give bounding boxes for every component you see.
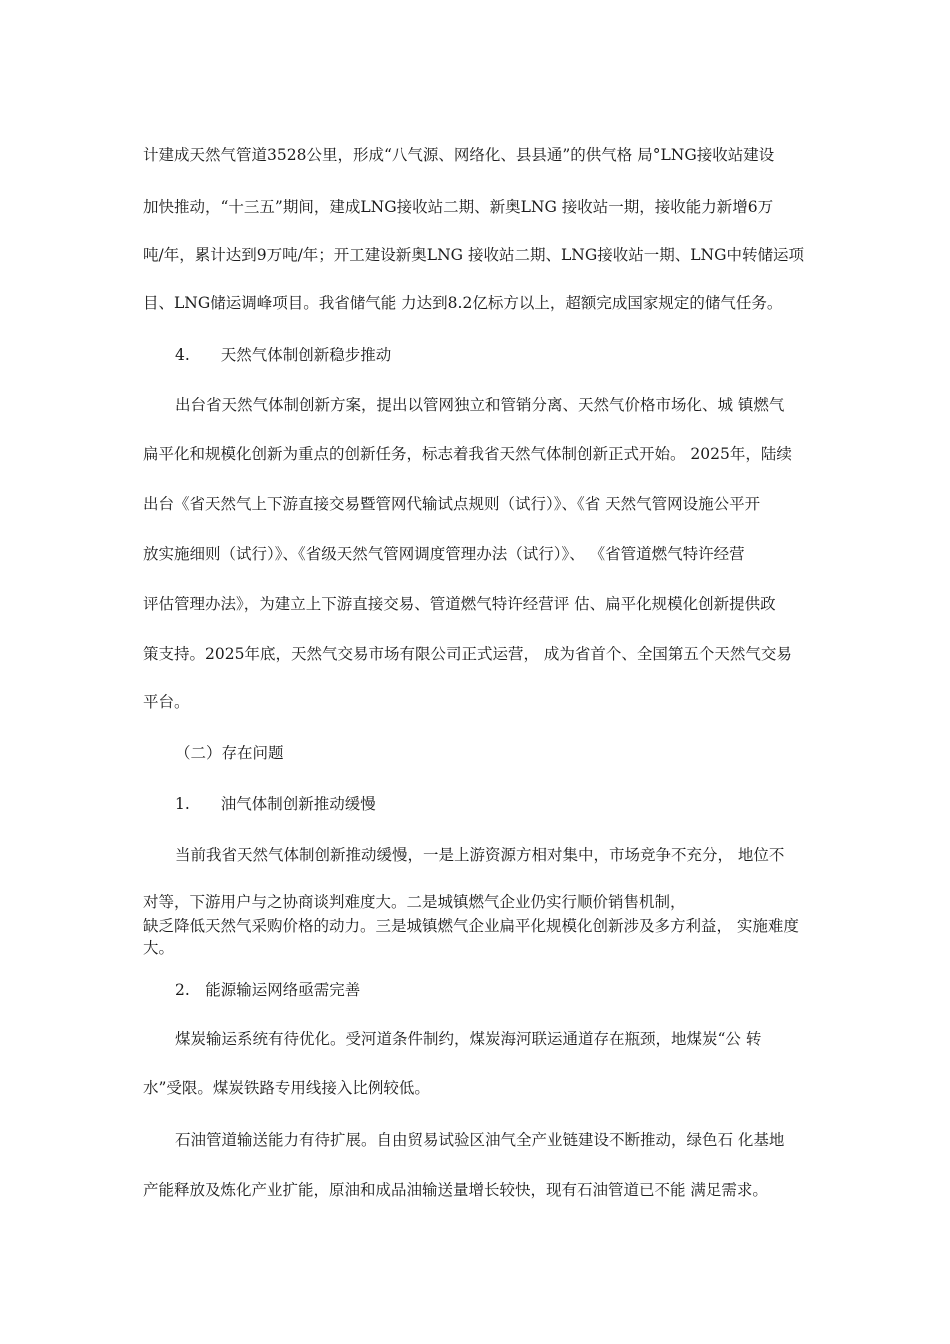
- text-line: 产能释放及炼化产业扩能，原油和成品油输送量增长较快，现有石油管道已不能 满足需求。: [143, 1181, 768, 1199]
- text-line: 煤炭输运系统有待优化。受河道条件制约，煤炭海河联运通道存在瓶颈，地煤炭“公 转: [175, 1030, 762, 1048]
- text-line: 目、LNG储运调峰项目。我省储气能 力达到8.2亿标方以上，超额完成国家规定的储气任务。: [143, 294, 783, 312]
- text-line: 加快推动，“十三五”期间，建成LNG接收站二期、新奥LNG 接收站一期，接收能力新增6万: [143, 198, 774, 216]
- section-heading: （二）存在问题: [175, 744, 284, 762]
- text-line: 计建成天然气管道3528公里，形成“八气源、网络化、县县通”的供气格 局°LNG接收站建设: [143, 146, 775, 164]
- section-heading: 4. 天然气体制创新稳步推动: [175, 346, 392, 364]
- text-line: 评估管理办法》，为建立上下游直接交易、管道燃气特许经营评 估、扁平化规模化创新提供政: [143, 595, 776, 613]
- text-line: 石油管道输送能力有待扩展。自由贸易试验区油气全产业链建设不断推动，绿色石 化基地: [175, 1131, 785, 1149]
- text-line: 出台《省天然气上下游直接交易暨管网代输试点规则（试行）》、《省 天然气管网设施公平开: [143, 495, 761, 513]
- text-line: 水”受限。煤炭铁路专用线接入比例较低。: [143, 1079, 430, 1097]
- text-line: 放实施细则（试行）》、《省级天然气管网调度管理办法（试行）》、 《省管道燃气特许经营: [143, 545, 745, 563]
- text-line: 扁平化和规模化创新为重点的创新任务，标志着我省天然气体制创新正式开始。 2025年，陆续: [143, 445, 792, 463]
- section-heading: 2. 能源输运网络亟需完善: [175, 981, 361, 999]
- text-line: 当前我省天然气体制创新推动缓慢，一是上游资源方相对集中，市场竞争不充分， 地位不: [175, 846, 785, 864]
- text-line: 出台省天然气体制创新方案，提出以管网独立和管销分离、天然气价格市场化、城 镇燃气: [175, 396, 785, 414]
- text-line: 吨/年，累计达到9万吨/年；开工建设新奥LNG 接收站二期、LNG接收站一期、LNG中转储运项: [143, 246, 804, 264]
- text-line: 平台。: [143, 693, 190, 711]
- text-line: 对等，下游用户与之协商谈判难度大。二是城镇燃气企业仍实行顺价销售机制，: [143, 893, 686, 911]
- text-line: 策支持。2025年底，天然气交易市场有限公司正式运营， 成为省首个、全国第五个天然气交易: [143, 645, 792, 663]
- text-line: 缺乏降低天然气采购价格的动力。三是城镇燃气企业扁平化规模化创新涉及多方利益， 实施难度大。: [143, 917, 799, 957]
- section-heading: 1. 油气体制创新推动缓慢: [175, 795, 376, 813]
